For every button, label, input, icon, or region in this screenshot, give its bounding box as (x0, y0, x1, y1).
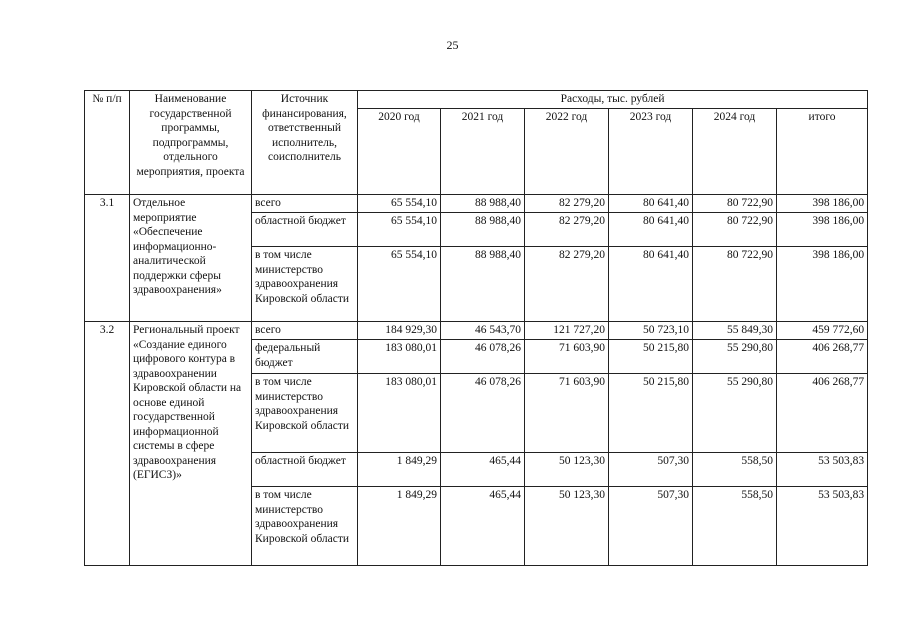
header-year-2022: 2022 год (525, 109, 609, 195)
value-2023: 80 641,40 (609, 213, 693, 247)
item-name: Региональный проект «Создание единого цифрового контура в здравоохранении Кировской области на основе единой государственной информационной системы в сфере здравоохранения (ЕГИСЗ)» (130, 322, 252, 566)
value-total: 53 503,83 (777, 453, 868, 487)
value-2020: 1 849,29 (358, 453, 441, 487)
value-2020: 183 080,01 (358, 340, 441, 374)
value-total: 406 268,77 (777, 340, 868, 374)
value-2022: 50 123,30 (525, 487, 609, 566)
value-2021: 465,44 (441, 487, 525, 566)
value-total: 459 772,60 (777, 322, 868, 340)
table-row (85, 322, 868, 340)
header-row-1 (85, 91, 868, 109)
header-total: итого (777, 109, 868, 195)
funding-source: федеральный бюджет (252, 340, 358, 374)
value-2021: 46 078,26 (441, 374, 525, 453)
value-2023: 507,30 (609, 487, 693, 566)
funding-source: в том числе министерство здравоохранения Кировской области (252, 374, 358, 453)
value-2023: 507,30 (609, 453, 693, 487)
value-total: 398 186,00 (777, 195, 868, 213)
header-year-2021: 2021 год (441, 109, 525, 195)
value-2024: 80 722,90 (693, 247, 777, 322)
item-number: 3.2 (85, 322, 130, 566)
header-num: № п/п (85, 91, 130, 195)
page-number: 25 (446, 38, 459, 52)
value-2022: 82 279,20 (525, 247, 609, 322)
value-total: 398 186,00 (777, 247, 868, 322)
value-2021: 46 078,26 (441, 340, 525, 374)
value-2020: 65 554,10 (358, 213, 441, 247)
funding-source: всего (252, 195, 358, 213)
value-2022: 50 123,30 (525, 453, 609, 487)
funding-source: областной бюджет (252, 453, 358, 487)
value-2021: 465,44 (441, 453, 525, 487)
value-2021: 46 543,70 (441, 322, 525, 340)
funding-source: областной бюджет (252, 213, 358, 247)
header-expenses: Расходы, тыс. рублей (358, 91, 868, 109)
header-year-2023: 2023 год (609, 109, 693, 195)
value-2024: 55 849,30 (693, 322, 777, 340)
value-2022: 71 603,90 (525, 374, 609, 453)
funding-source: в том числе министерство здравоохранения Кировской области (252, 487, 358, 566)
funding-source: всего (252, 322, 358, 340)
value-2020: 65 554,10 (358, 195, 441, 213)
value-2023: 50 215,80 (609, 374, 693, 453)
value-2021: 88 988,40 (441, 247, 525, 322)
item-number: 3.1 (85, 195, 130, 322)
value-total: 406 268,77 (777, 374, 868, 453)
budget-table (84, 90, 868, 566)
table-row (85, 195, 868, 213)
header-year-2020: 2020 год (358, 109, 441, 195)
value-2023: 50 215,80 (609, 340, 693, 374)
header-name: Наименование государственной программы, подпрограммы, отдельного мероприятия, проекта (130, 91, 252, 195)
value-2021: 88 988,40 (441, 195, 525, 213)
header-source: Источник финансирования, ответственный исполнитель, соисполнитель (252, 91, 358, 195)
value-2024: 80 722,90 (693, 213, 777, 247)
value-2020: 65 554,10 (358, 247, 441, 322)
value-2022: 71 603,90 (525, 340, 609, 374)
value-2020: 184 929,30 (358, 322, 441, 340)
value-2023: 80 641,40 (609, 195, 693, 213)
value-2023: 50 723,10 (609, 322, 693, 340)
value-2024: 80 722,90 (693, 195, 777, 213)
header-year-2024: 2024 год (693, 109, 777, 195)
value-2020: 183 080,01 (358, 374, 441, 453)
value-2022: 82 279,20 (525, 213, 609, 247)
value-2024: 558,50 (693, 487, 777, 566)
item-name: Отдельное мероприятие «Обеспечение информационно-аналитической поддержки сферы здравоохранения» (130, 195, 252, 322)
funding-source: в том числе министерство здравоохранения Кировской области (252, 247, 358, 322)
value-2022: 82 279,20 (525, 195, 609, 213)
value-2024: 558,50 (693, 453, 777, 487)
value-2024: 55 290,80 (693, 340, 777, 374)
value-2021: 88 988,40 (441, 213, 525, 247)
value-2023: 80 641,40 (609, 247, 693, 322)
value-2024: 55 290,80 (693, 374, 777, 453)
value-total: 53 503,83 (777, 487, 868, 566)
value-2022: 121 727,20 (525, 322, 609, 340)
value-2020: 1 849,29 (358, 487, 441, 566)
value-total: 398 186,00 (777, 213, 868, 247)
